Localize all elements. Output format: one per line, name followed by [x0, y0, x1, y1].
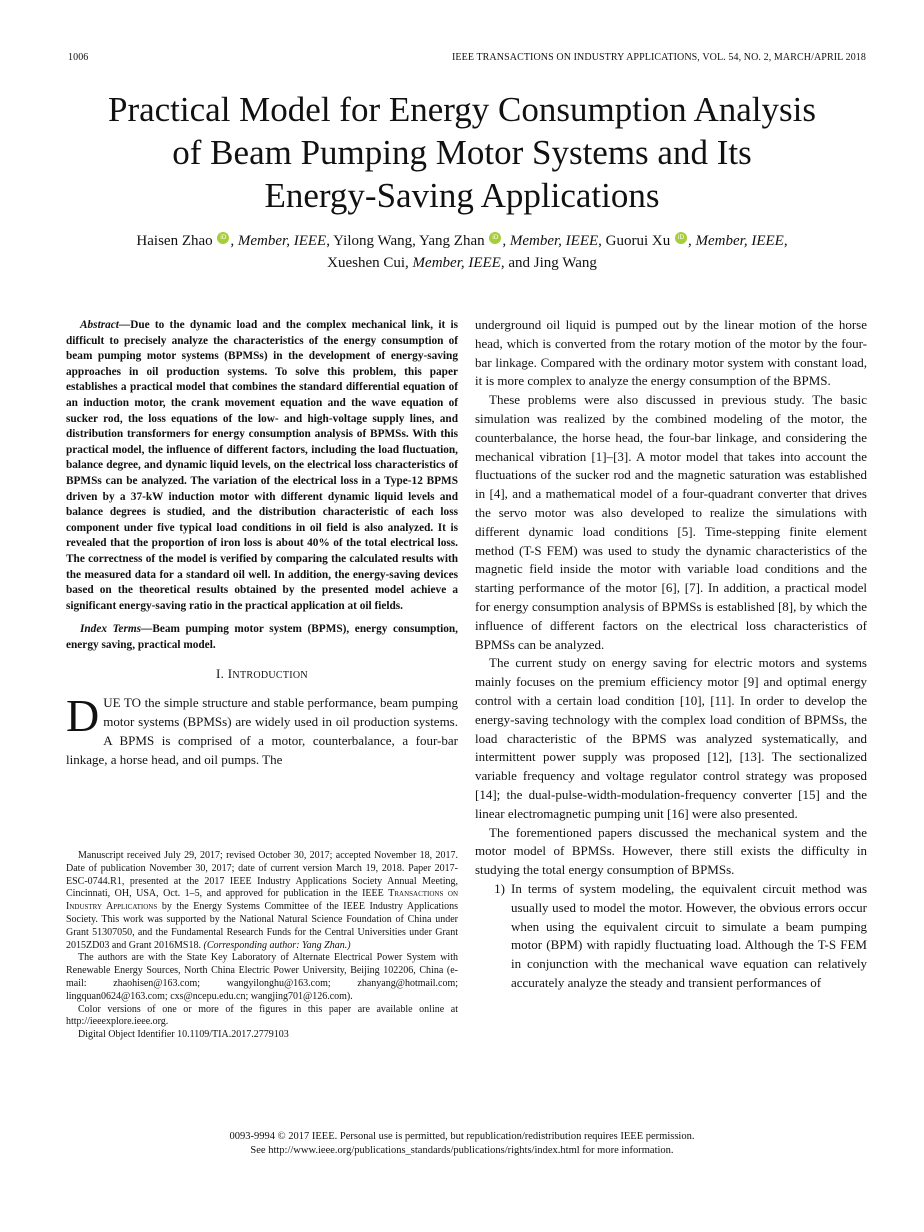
author-membership: , Member, IEEE: [688, 233, 784, 249]
list-item-number: 1): [494, 880, 505, 896]
author-name: Haisen Zhao: [136, 233, 213, 249]
list-item: [475, 880, 867, 993]
intro-paragraph: [66, 690, 458, 769]
abstract-text: Due to the dynamic load and the complex mechanical link, it is difficult to precisely analyze the characteristics of the energy consumption of beam pumping motor systems (BPMSs) in the development of energy-saving approaches in oil production systems. To solve this problem, this paper establishes a practical model that combines the standard differential equation of an induction motor, the crank movement equation and the wave equation of sucker rod, the loss equations of the low- and high-voltage supply lines, and distribution transformers for energy consumption analysis of BPMSs. With this practical model, the influence of different factors, including the load fluctuation, balance degree, and dynamic liquid levels, on the electrical loss characteristics of BPMSs can be analyzed. The variation of the electrical loss in a Type-12 BPMS driven by a 37-kW induction motor with different dynamic liquid levels and balance degrees is studied, and the distribution characteristic of each loss component under five typical load conditions in oil field is also analyzed. It is revealed that the proportion of iron loss is about 40% of the total electrical loss. The correctness of the model is verified by comparing the calculated results with the measured data for a standard oil well. In addition, the energy-saving devices based on the theoretical results obtained by the presented model achieve a significant energy-saving ratio in the practical application at oil fields.: [66, 319, 458, 612]
abstract-label: Abstract—: [80, 319, 131, 331]
author-name: , Yilong Wang, Yang Zhan: [326, 233, 485, 249]
running-header: [68, 52, 866, 63]
first-page-footnotes: [66, 850, 458, 1042]
footnote-journal-name: Transactions on Industry Applications: [66, 888, 458, 913]
author-membership: , Member, IEEE: [230, 233, 327, 249]
author-separator: ,: [783, 233, 788, 249]
paper-title: [40, 88, 884, 217]
footnote-color-versions: Color versions of one or more of the figures in this paper are available online at http://ieeexplore.ieee.org.: [66, 1003, 458, 1028]
author-name: , and Jing Wang: [500, 255, 597, 271]
copyright-line-1: 0093-9994 © 2017 IEEE. Personal use is permitted, but republication/redistribution requires IEEE permission.: [229, 1131, 695, 1142]
index-terms-label: Index Terms—: [80, 623, 153, 636]
corresponding-author: (Corresponding author: Yang Zhan.): [203, 939, 351, 951]
left-column: [66, 318, 458, 769]
section-title-rest: NTRODUCTION: [232, 670, 308, 682]
author-name: , Guorui Xu: [598, 233, 671, 249]
footnote-doi[interactable]: Digital Object Identifier 10.1109/TIA.2017.2779103: [78, 1029, 289, 1041]
intro-text: the simple structure and stable performance, beam pumping motor systems (BPMSs) are widely used in oil production systems. A BPMS is comprised of a motor, counterbalance, a four-bar linkage, a horse head, and oil pumps. The: [66, 695, 458, 767]
author-membership: , Member, IEEE: [405, 255, 501, 271]
body-paragraph: underground oil liquid is pumped out by the linear motion of the horse head, which is converted from the rotary motion of the motor by the four-bar linkage. Compared with the ordinary motor system with constant load, it is more complex to analyze the energy consumption of the BPMS.: [475, 317, 867, 389]
copyright-line-2[interactable]: See http://www.ieee.org/publications_standards/publications/rights/index.html for more information.: [250, 1145, 674, 1156]
author-line-2: [40, 252, 884, 274]
footnote-manuscript: [66, 850, 458, 952]
page-number: 1006: [68, 52, 89, 63]
orcid-icon[interactable]: iD: [217, 232, 229, 244]
abstract: [66, 318, 458, 614]
footnote-text: by the Energy Systems Committee of the IEEE Industry Applications Society. This work was supported by the National Natural Science Foundation of China under Grant 51307050, and the Fundamental Research Funds for the Central Universities under Grant 2015ZD03 and Grant 2016MS18.: [66, 901, 459, 951]
author-name: Xueshen Cui: [327, 255, 406, 271]
body-paragraph: The current study on energy saving for electric motors and systems mainly focuses on the premium efficiency motor [9] and optimal energy control with a certain load condition [10], [11]. In order to develop the energy-saving technology with the complex load condition of BPMSs, the load characteristic of the BPMS was analyzed systematically, and intermittent power supply was proposed [12], [13]. The sectionalized variable frequency and voltage regulator control strategy was proposed [14]; the dual-pulse-width-modulation-frequency converter [15] and the linear electromagnetic pumping unit [16] were also presented.: [475, 655, 867, 821]
title-line-2: of Beam Pumping Motor Systems and Its: [172, 133, 752, 172]
section-title-initial: I: [227, 666, 233, 682]
author-membership: , Member, IEEE: [502, 233, 599, 249]
orcid-icon[interactable]: iD: [489, 232, 501, 244]
orcid-icon[interactable]: iD: [675, 232, 687, 244]
copyright-notice: [40, 1130, 884, 1158]
title-line-3: Energy-Saving Applications: [264, 176, 660, 215]
journal-citation: IEEE TRANSACTIONS ON INDUSTRY APPLICATIONS, VOL. 54, NO. 2, MARCH/APRIL 2018: [451, 52, 866, 63]
section-numeral: I.: [216, 666, 225, 682]
footnote-affiliation: The authors are with the State Key Laboratory of Alternate Electrical Power System with Renewable Energy Sources, North China Electric Power University, Beijing 102206, China (e-mail: zhaohisen@163.com; wangyilonghu@163.com; zhanyang@hotmail.com; lingquan0624@163.com; cxs@ncepu.edu.cn; wangjing701@126.com).: [66, 952, 458, 1002]
title-line-1: Practical Model for Energy Consumption Analysis: [107, 90, 816, 129]
right-column: [475, 316, 867, 993]
index-terms: [66, 622, 458, 653]
intro-caps: UE TO: [103, 695, 141, 711]
body-paragraph: These problems were also discussed in previous study. The basic simulation was realized by the combined modeling of the motor, the counterbalance, the horse head, the four-bar linkage, and considering the mechanical vibration [1]–[3]. A motor model that takes into account the fluctuations of the sucker rod and the magnetic saturation was established in [4], and a mathematical model of a four-quadrant converter that drives the servo motor was also developed to realize the simulations with different dynamic load conditions [5]. Time-stepping finite element method (T-S FEM) was used to study the dynamic characteristics of the magnetic field inside the motor with variable load conditions and the starting performance of the motor [6], [7]. In addition, a practical model for energy consumption analysis of BPMSs is established [8], by which the influence of different factors on the electrical loss characteristics of BPMSs can be analyzed.: [475, 392, 867, 652]
section-heading-introduction: [66, 665, 458, 686]
list-item-text: In terms of system modeling, the equivalent circuit method was usually used to model the motor. However, the obvious errors occur when using the equivalent circuit to simulate a beam pumping motor (BPM) with rapidly fluctuating load. Although the T-S FEM in conjunction with the mechanical wave equation can relatively accurately analyze the steady and transient performances of: [511, 880, 867, 990]
footnote-text: Manuscript received July 29, 2017; revised October 30, 2017; accepted November 18, 2017. Date of publication November 30, 2017; date of current version March 19, 2018. Paper 2017-ESC-0744.R1, presented at the 2017 IEEE Industry Applications Society Annual Meeting, Cincinnati, OH, USA, Oct. 1–5, and approved for publication in the IEEE: [66, 850, 458, 900]
body-paragraph: The forementioned papers discussed the mechanical system and the motor model of BPMSs. However, there still exists the difficulty in studying the total energy consumption of BPMSs.: [475, 824, 867, 878]
author-list: [40, 230, 884, 274]
author-line-1: [40, 230, 884, 252]
index-terms-text: Beam pumping motor system (BPMS), energy consumption, energy saving, practical model.: [66, 623, 458, 651]
drop-cap: D: [66, 690, 100, 742]
